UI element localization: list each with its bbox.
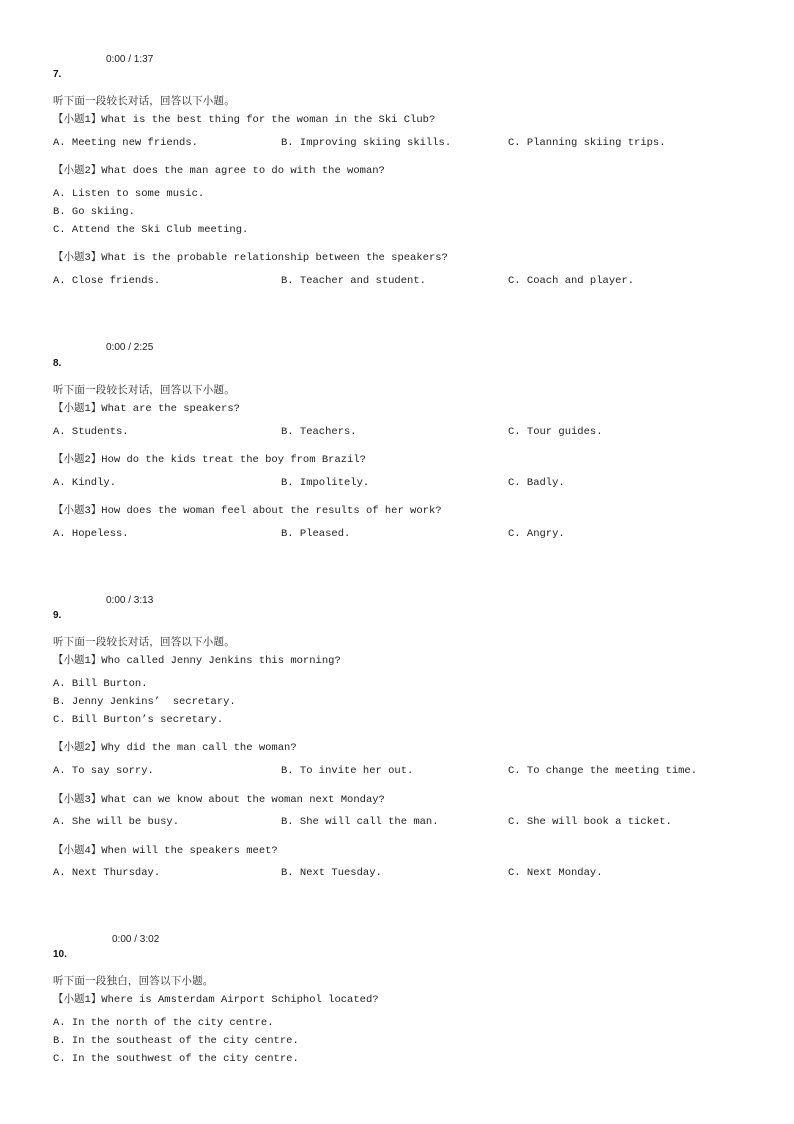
option-q9-1-c[interactable]: C. Bill Burton’s secretary.	[53, 714, 224, 726]
subquestion-prompt-q8-3: 【小题3】How does the woman feel about the results of her work?	[53, 505, 442, 517]
option-q9-2-b[interactable]: B. To invite her out.	[281, 765, 414, 777]
question-number-q7: 7.	[53, 69, 62, 80]
option-q8-2-a[interactable]: A. Kindly.	[53, 477, 117, 489]
option-q9-2-a[interactable]: A. To say sorry.	[53, 765, 154, 777]
audio-time-q10[interactable]: 0:00 / 3:02	[112, 934, 160, 945]
option-q9-1-a[interactable]: A. Bill Burton.	[53, 678, 148, 690]
subquestion-prompt-q10-1: 【小题1】Where is Amsterdam Airport Schiphol located?	[53, 994, 379, 1006]
option-q8-3-a[interactable]: A. Hopeless.	[53, 528, 129, 540]
option-q8-1-a[interactable]: A. Students.	[53, 426, 129, 438]
option-q10-1-a[interactable]: A. In the north of the city centre.	[53, 1017, 274, 1029]
option-q8-1-b[interactable]: B. Teachers.	[281, 426, 357, 438]
subquestion-prompt-q8-1: 【小题1】What are the speakers?	[53, 403, 240, 415]
option-q10-1-c[interactable]: C. In the southwest of the city centre.	[53, 1053, 299, 1065]
option-q10-1-b[interactable]: B. In the southeast of the city centre.	[53, 1035, 299, 1047]
option-q7-2-b[interactable]: B. Go skiing.	[53, 206, 135, 218]
option-q8-3-c[interactable]: C. Angry.	[508, 528, 565, 540]
option-q9-4-a[interactable]: A. Next Thursday.	[53, 867, 161, 879]
subquestion-prompt-q9-1: 【小题1】Who called Jenny Jenkins this morning?	[53, 655, 341, 667]
audio-time-q8[interactable]: 0:00 / 2:25	[106, 342, 154, 353]
instruction-q10: 听下面一段独白，回答以下小题。	[53, 975, 214, 987]
option-q7-3-b[interactable]: B. Teacher and student.	[281, 275, 426, 287]
option-q9-2-c[interactable]: C. To change the meeting time.	[508, 765, 698, 777]
option-q7-2-a[interactable]: A. Listen to some music.	[53, 188, 205, 200]
option-q9-3-c[interactable]: C. She will book a ticket.	[508, 816, 672, 828]
question-number-q8: 8.	[53, 358, 62, 369]
option-q7-1-b[interactable]: B. Improving skiing skills.	[281, 137, 452, 149]
question-number-q9: 9.	[53, 610, 62, 621]
option-q9-1-b[interactable]: B. Jenny Jenkins’ secretary.	[53, 696, 236, 708]
subquestion-prompt-q7-3: 【小题3】What is the probable relationship between the speakers?	[53, 252, 448, 264]
option-q7-2-c[interactable]: C. Attend the Ski Club meeting.	[53, 224, 249, 236]
instruction-q9: 听下面一段较长对话，回答以下小题。	[53, 636, 235, 648]
option-q7-3-a[interactable]: A. Close friends.	[53, 275, 161, 287]
option-q9-4-c[interactable]: C. Next Monday.	[508, 867, 603, 879]
subquestion-prompt-q9-4: 【小题4】When will the speakers meet?	[53, 845, 278, 857]
audio-time-q7[interactable]: 0:00 / 1:37	[106, 54, 154, 65]
subquestion-prompt-q9-3: 【小题3】What can we know about the woman next Monday?	[53, 794, 385, 806]
subquestion-prompt-q7-2: 【小题2】What does the man agree to do with the woman?	[53, 165, 385, 177]
instruction-q8: 听下面一段较长对话，回答以下小题。	[53, 384, 235, 396]
question-number-q10: 10.	[53, 949, 67, 960]
option-q8-3-b[interactable]: B. Pleased.	[281, 528, 351, 540]
option-q9-3-a[interactable]: A. She will be busy.	[53, 816, 180, 828]
subquestion-prompt-q7-1: 【小题1】What is the best thing for the woman in the Ski Club?	[53, 114, 436, 126]
option-q8-2-b[interactable]: B. Impolitely.	[281, 477, 370, 489]
option-q7-1-c[interactable]: C. Planning skiing trips.	[508, 137, 666, 149]
subquestion-prompt-q8-2: 【小题2】How do the kids treat the boy from Brazil?	[53, 454, 366, 466]
option-q9-3-b[interactable]: B. She will call the man.	[281, 816, 439, 828]
option-q9-4-b[interactable]: B. Next Tuesday.	[281, 867, 382, 879]
option-q8-2-c[interactable]: C. Badly.	[508, 477, 565, 489]
option-q7-1-a[interactable]: A. Meeting new friends.	[53, 137, 198, 149]
subquestion-prompt-q9-2: 【小题2】Why did the man call the woman?	[53, 742, 297, 754]
option-q7-3-c[interactable]: C. Coach and player.	[508, 275, 635, 287]
option-q8-1-c[interactable]: C. Tour guides.	[508, 426, 603, 438]
audio-time-q9[interactable]: 0:00 / 3:13	[106, 595, 154, 606]
instruction-q7: 听下面一段较长对话，回答以下小题。	[53, 95, 235, 107]
